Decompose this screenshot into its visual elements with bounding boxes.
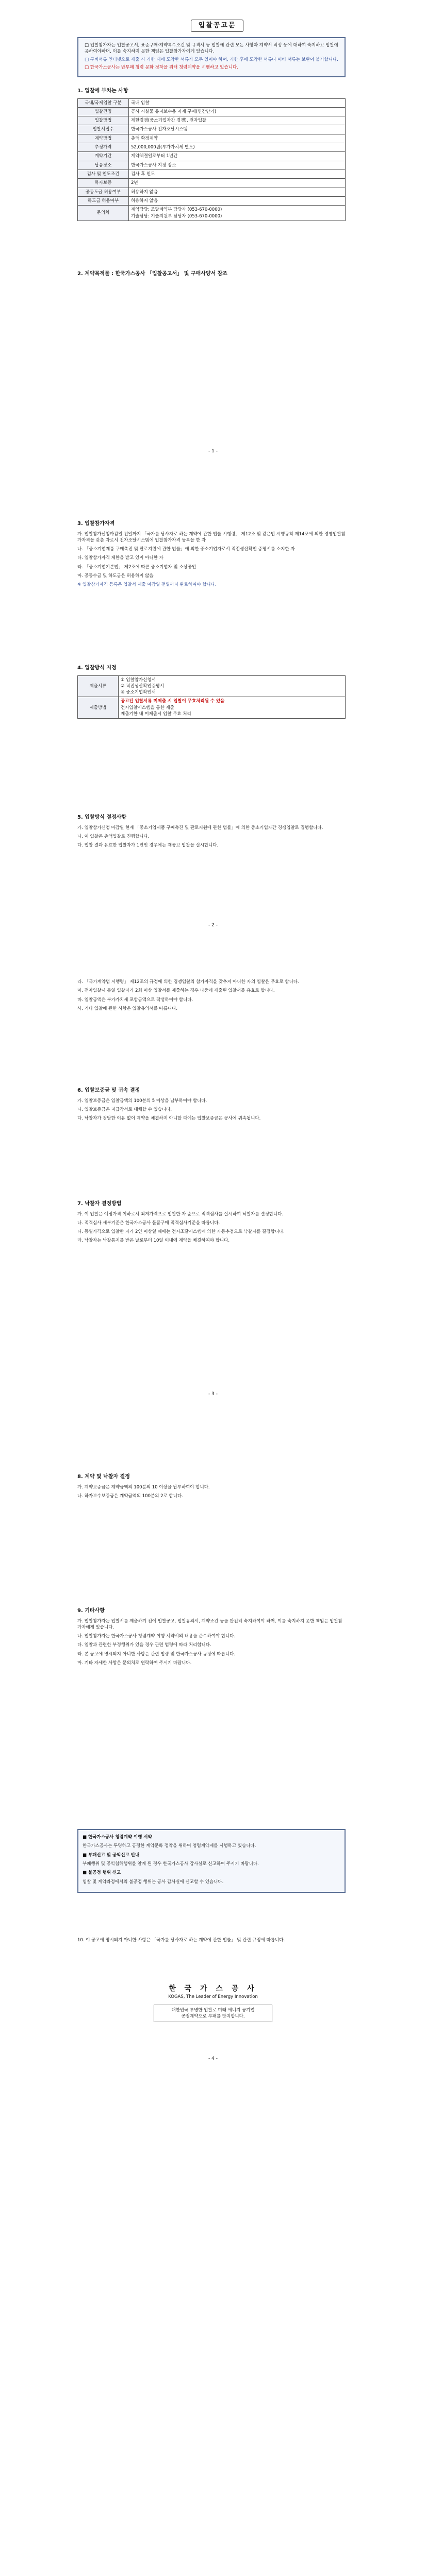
table-row — [78, 134, 346, 143]
paragraph: 라. 「국가계약법 시행령」 제12조의 규정에 의한 경쟁입찰의 참가자격을 갖추지 아니한 자의 입찰은 무효로 합니다. — [77, 979, 299, 985]
table-row — [78, 161, 346, 170]
stamp-line: 대한민국 투명한 입찰로 미래 에너지 공기업 — [171, 2007, 255, 2013]
table-row — [78, 107, 346, 116]
bid-info-table — [77, 98, 346, 221]
section-heading: 5. 입찰방식 결정사항 — [77, 815, 126, 820]
table-key: 납품장소 — [78, 161, 129, 170]
paragraph: 가. 계약보증금은 계약금액의 100분의 10 이상을 납부하여야 합니다. — [77, 1484, 210, 1490]
table-value: 총액 확정계약 — [129, 134, 346, 143]
list-item: ③ 중소기업확인서 — [121, 690, 156, 696]
section-heading: 7. 낙찰자 결정방법 — [77, 1201, 122, 1207]
section-heading: 6. 입찰보증금 및 귀속 결정 — [77, 1088, 140, 1093]
section-9 — [77, 1607, 346, 1669]
section-heading: 3. 입찰참가자격 — [77, 521, 115, 527]
section-1 — [77, 88, 346, 221]
table-row — [78, 152, 346, 161]
list-item: ① 입찰참가신청서 — [121, 677, 156, 683]
table-value: 계약체결일로부터 1년간 — [129, 152, 346, 161]
paragraph: 다. 입찰과 관련한 부정행위가 있을 경우 관련 법령에 따라 처리합니다. — [77, 1642, 211, 1648]
paragraph: 가. 입찰참가신청 마감일 현재 「중소기업제품 구매촉진 및 판로지원에 관한 법률」에 의한 중소기업자간 경쟁입찰로 집행합니다. — [77, 825, 323, 831]
table-value — [129, 206, 346, 221]
closing-paragraph — [77, 1937, 346, 1946]
paragraph: 사. 기타 입찰에 관한 사항은 입찰유의서를 따릅니다. — [77, 1006, 178, 1011]
paragraph: 나. 하자보수보증금은 계약금액의 100분의 2로 합니다. — [77, 1493, 183, 1499]
table-row — [78, 116, 346, 125]
page-number: - 4 - — [208, 2056, 218, 2061]
table-row — [78, 179, 346, 188]
table-value: 제한경쟁(중소기업자간 경쟁), 전자입찰 — [129, 116, 346, 125]
note: ※ 입찰참가자격 등록은 입찰서 제출 마감일 전일까지 완료하여야 합니다. — [77, 582, 217, 588]
integrity-stamp — [154, 2005, 272, 2023]
section-8 — [77, 1473, 346, 1502]
list-item: ② 직접생산확인증명서 — [121, 683, 165, 689]
paragraph: 라. 낙찰자는 낙찰통지를 받은 날로부터 10일 이내에 계약을 체결하여야 합니다. — [77, 1238, 230, 1244]
section-heading: 1. 입찰에 부치는 사항 — [77, 88, 128, 94]
table-key: 계약방법 — [78, 134, 129, 143]
section-heading: 8. 계약 및 낙찰자 결정 — [77, 1474, 130, 1480]
table-key: 추정가격 — [78, 143, 129, 152]
page-number: - 3 - — [208, 1392, 218, 1397]
table-key: 하도급 허용여부 — [78, 196, 129, 205]
box-heading: ■ 부패신고 및 공익신고 안내 — [83, 1852, 140, 1858]
section-4 — [77, 665, 346, 719]
org-name: 한 국 가 스 공 사 — [169, 1985, 257, 1993]
paragraph: 바. 입찰금액은 부가가치세 포함금액으로 작성하여야 합니다. — [77, 997, 193, 1003]
table-key: 검사 및 인도조건 — [78, 170, 129, 179]
table-value: 한국가스공사 전자조달시스템 — [129, 125, 346, 134]
integrity-box — [77, 1829, 346, 1893]
paragraph: 나. 「중소기업제품 구매촉진 및 판로지원에 관한 법률」에 의한 중소기업자로서 직접생산확인 증명서를 소지한 자 — [77, 547, 295, 552]
box-heading: ■ 한국가스공사 청렴계약 이행 서약 — [83, 1835, 152, 1840]
paragraph: 가. 입찰보증금은 입찰금액의 100분의 5 이상을 납부하여야 합니다. — [77, 1098, 207, 1104]
table-value: 검사 후 인도 — [129, 170, 346, 179]
table-value: 허용하지 않음 — [129, 188, 346, 196]
stamp-line: 공정계약으로 부패를 방지합니다. — [181, 2013, 245, 2019]
section-heading: 9. 기타사항 — [77, 1608, 105, 1614]
submission-table — [77, 675, 346, 719]
contact-line: 계약담당: 조달계약부 담당자 (053-670-0000) — [131, 207, 222, 213]
paragraph: 나. 입찰참가자는 한국가스공사 청렴계약 이행 서약서의 내용을 준수하여야 합니다. — [77, 1634, 236, 1639]
paragraph: 부패행위 및 공익침해행위를 알게 된 경우 한국가스공사 감사실로 신고하여 주시기 바랍니다. — [83, 1861, 259, 1867]
table-key: 입찰건명 — [78, 107, 129, 116]
notice-line: □ 입찰참가자는 입찰공고서, 표준구매·계약특수조건 및 규격서 등 입찰에 관련 모든 사항과 계약서 작성 등에 대하여 숙지하고 입찰에 응하여야하며, 이를 숙지하지 못한 책임은 입찰참가자에게 있습니다. — [85, 43, 338, 55]
section-heading: 2. 계약목적물 : 한국가스공사 「입찰공고서」 및 구매사양서 참조 — [77, 271, 227, 277]
paragraph: 나. 입찰보증금은 지급각서로 대체할 수 있습니다. — [77, 1107, 172, 1112]
notice-line: □ 한국가스공사는 반부패 청렴 문화 정착을 위해 청렴계약을 시행하고 있습니다. — [85, 64, 238, 70]
section-5-cont — [77, 979, 346, 1014]
paragraph: 마. 공동수급 및 하도급은 허용하지 않음 — [77, 573, 154, 579]
org-footer — [0, 1984, 426, 2022]
paragraph: 나. 이 입찰은 총액입찰로 진행합니다. — [77, 834, 150, 839]
paragraph: 마. 전자입찰시 동일 입찰자가 2회 이상 입찰서를 제출하는 경우 나중에 제출된 입찰서를 유효로 합니다. — [77, 988, 275, 994]
paragraph: 다. 입찰참가자격 제한을 받고 있지 아니한 자 — [77, 555, 163, 561]
table-value: 국내 입찰 — [129, 98, 346, 107]
contact-line: 기술담당: 기술지원부 담당자 (053-670-0000) — [131, 213, 222, 219]
paragraph: 한국가스공사는 투명하고 공정한 계약문화 정착을 위하여 청렴계약제를 시행하고 있습니다. — [83, 1843, 256, 1849]
section-2 — [77, 270, 346, 278]
paragraph: 나. 적격심사 세부기준은 한국가스공사 물품구매 적격심사기준을 따릅니다. — [77, 1220, 220, 1226]
table-value: 2년 — [129, 179, 346, 188]
table-row — [78, 143, 346, 152]
paragraph: 다. 낙찰자가 정당한 이유 없이 계약을 체결하지 아니할 때에는 입찰보증금은 공사에 귀속됩니다. — [77, 1116, 261, 1122]
section-heading: 4. 입찰방식 지정 — [77, 665, 117, 671]
table-key: 국내/국제입찰 구분 — [78, 98, 129, 107]
section-3 — [77, 520, 346, 591]
table-row — [78, 98, 346, 107]
notice-line: □ 구비서류 인터넷으로 제출 시 기한 내에 도착한 서류가 모두 있어야 하며, 기한 후에 도착한 서류나 미비 서류는 보완이 불가합니다. — [85, 57, 338, 62]
paragraph: 마. 기타 자세한 사항은 문의처로 연락하여 주시기 바랍니다. — [77, 1660, 192, 1666]
table-value — [119, 675, 346, 697]
table-value — [119, 697, 346, 719]
org-english-name: KOGAS, The Leader of Energy Innovation — [168, 1994, 258, 2000]
warning-text: 공고된 입찰서류 미제출 시 입찰이 무효처리될 수 있음 — [121, 699, 225, 704]
paragraph: 다. 동일가격으로 입찰한 자가 2인 이상일 때에는 전자조달시스템에 의한 자동추첨으로 낙찰자를 결정합니다. — [77, 1229, 285, 1235]
table-row — [78, 125, 346, 134]
paragraph: 라. 「중소기업기본법」 제2조에 따른 중소기업자 및 소상공인 — [77, 564, 196, 570]
table-row — [78, 170, 346, 179]
section-5 — [77, 814, 346, 851]
table-value: 공사 시설물 유지보수용 자재 구매(연간단가) — [129, 107, 346, 116]
page-number: - 2 - — [208, 923, 218, 928]
section-7 — [77, 1200, 346, 1247]
table-key: 입찰서접수 — [78, 125, 129, 134]
paragraph: 가. 이 입찰은 예정가격 이하로서 최저가격으로 입찰한 자 순으로 적격심사를 실시하여 낙찰자를 결정합니다. — [77, 1211, 284, 1217]
table-value: 허용하지 않음 — [129, 196, 346, 205]
table-key: 제출서류 — [78, 675, 119, 697]
paragraph: 입찰 및 계약과정에서의 불공정 행위는 공사 감사실에 신고할 수 있습니다. — [83, 1879, 224, 1885]
page-number: - 1 - — [208, 449, 218, 454]
paragraph: 가. 입찰참가신청마감일 전일까지 「국가를 당사자로 하는 계약에 관한 법률 시행령」 제12조 및 같은법 시행규칙 제14조에 의한 경쟁입찰참가자격을 갖춘 자로서 전자조달시스템에 입찰참가자격 등록을 한 자 — [77, 531, 346, 543]
notice-box — [77, 37, 346, 77]
table-key: 하자보증 — [78, 179, 129, 188]
paragraph: 다. 입찰 결과 유효한 입찰자가 1인인 경우에는 재공고 입찰을 실시합니다. — [77, 843, 219, 849]
table-key: 계약기간 — [78, 152, 129, 161]
table-key: 공동도급 허용여부 — [78, 188, 129, 196]
list-item: 전자입찰시스템을 통한 제출 — [121, 705, 174, 710]
list-item: 제출기한 내 미제출시 입찰 무효 처리 — [121, 711, 191, 717]
paragraph: 10. 이 공고에 명시되지 아니한 사항은 「국가를 당사자로 하는 계약에 관한 법률」 및 관련 규정에 따릅니다. — [77, 1938, 285, 1943]
table-value: 한국가스공사 지정 장소 — [129, 161, 346, 170]
table-key: 문의처 — [78, 206, 129, 221]
section-6 — [77, 1087, 346, 1124]
paragraph: 가. 입찰참가자는 입찰서를 제출하기 전에 입찰공고, 입찰유의서, 계약조건 등을 완전히 숙지하여야 하며, 이를 숙지하지 못한 책임은 입찰참가자에게 있습니다. — [77, 1618, 342, 1630]
box-heading: ■ 불공정 행위 신고 — [83, 1870, 121, 1876]
table-key: 제출방법 — [78, 697, 119, 719]
page-title: 입찰공고문 — [191, 20, 243, 32]
table-value: 52,000,000원(부가가치세 별도) — [129, 143, 346, 152]
paragraph: 라. 본 공고에 명시되지 아니한 사항은 관련 법령 및 한국가스공사 규정에 따릅니다. — [77, 1651, 236, 1657]
table-key: 입찰방법 — [78, 116, 129, 125]
